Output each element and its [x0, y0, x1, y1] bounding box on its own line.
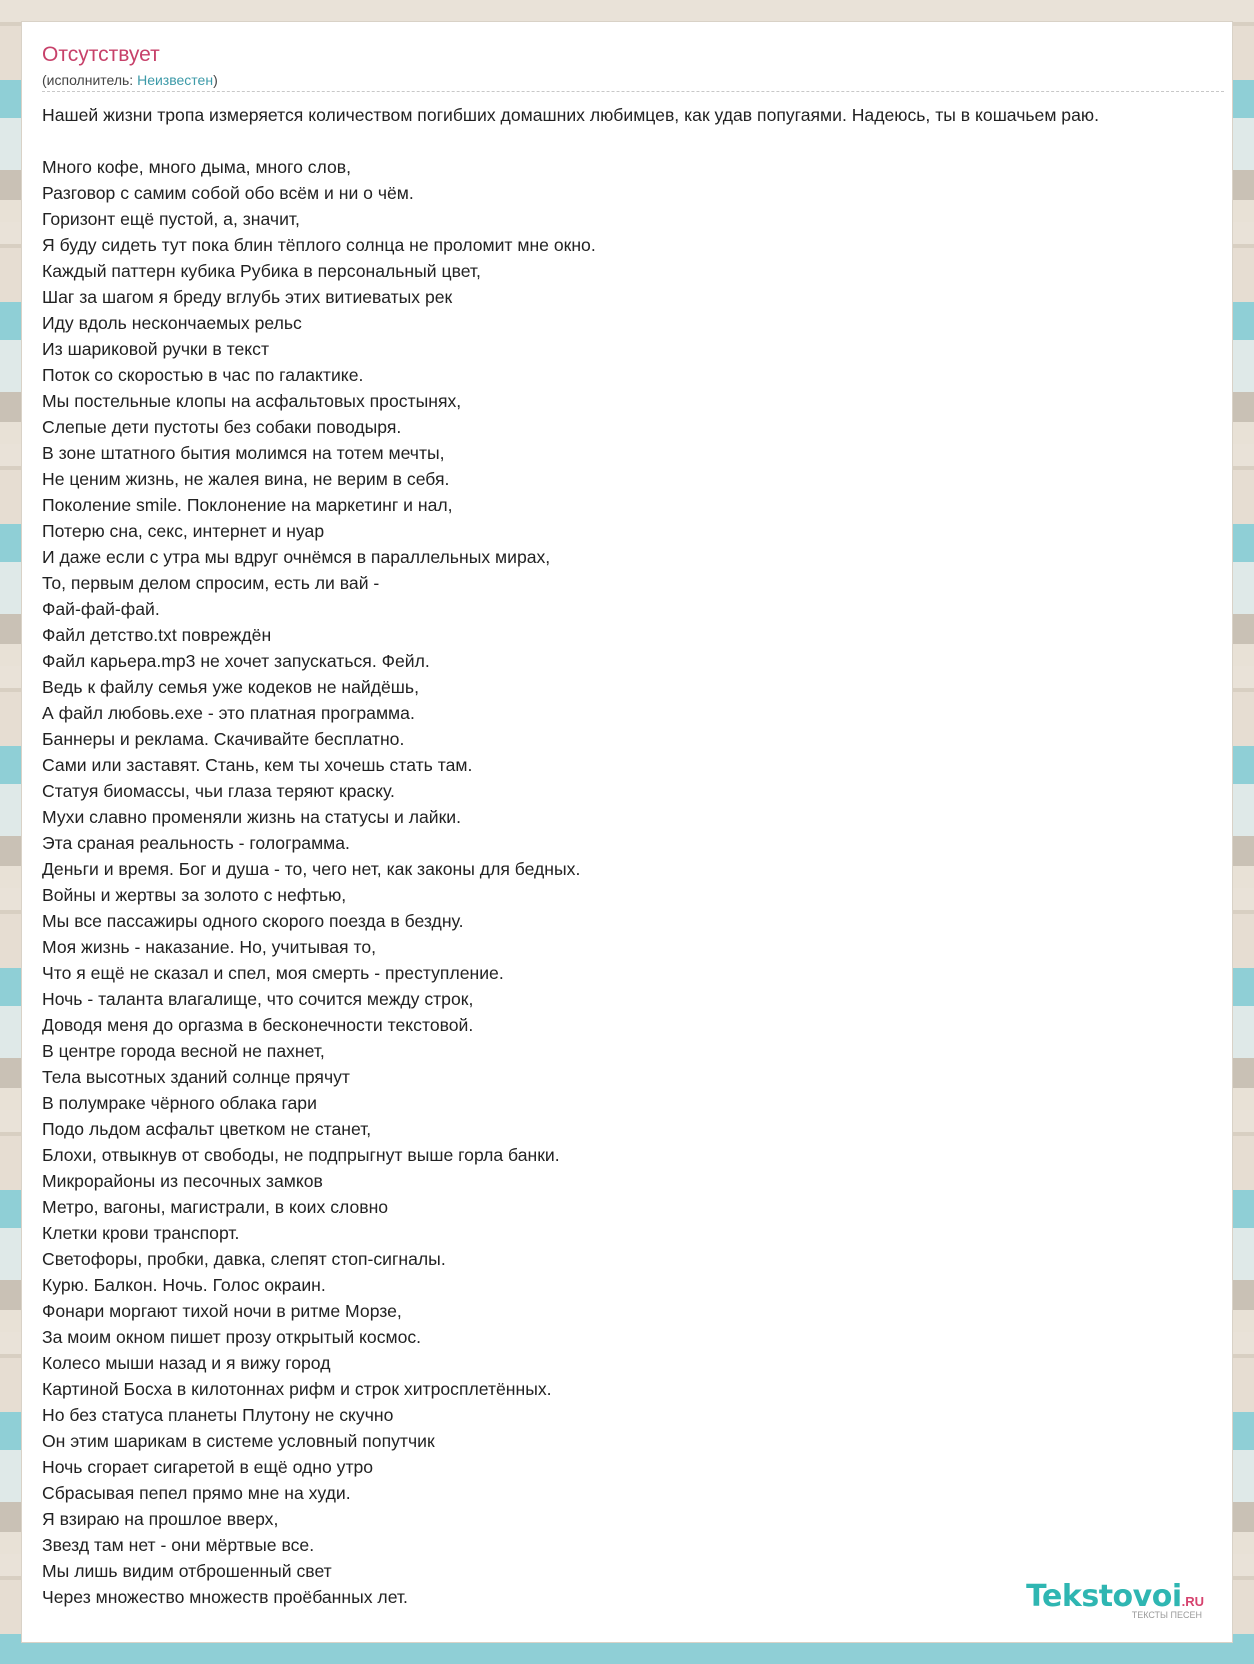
lyrics-line: Но без статуса планеты Плутону не скучно	[42, 1405, 394, 1425]
lyrics-line: Войны и жертвы за золото с нефтью,	[42, 885, 347, 905]
lyrics-line: Картиной Босха в килотоннах рифм и строк хитросплетённых.	[42, 1379, 552, 1399]
lyrics-line: Статуя биомассы, чьи глаза теряют краску.	[42, 781, 395, 801]
lyrics-line: Метро, вагоны, магистрали, в коих словно	[42, 1197, 389, 1217]
logo-subtitle: ТЕКСТЫ ПЕСЕН	[1131, 1610, 1202, 1620]
lyrics-line: То, первым делом спросим, есть ли вай -	[42, 573, 380, 593]
lyrics-line: Поколение smile. Поклонение на маркетинг и нал,	[42, 495, 453, 515]
lyrics-line: Разговор с самим собой обо всём и ни о чём.	[42, 183, 414, 203]
lyrics-line: Доводя меня до оргазма в бесконечности текстовой.	[42, 1015, 474, 1035]
lyrics-line: В центре города весной не пахнет,	[42, 1041, 325, 1061]
lyrics-line: Он этим шарикам в системе условный попутчик	[42, 1431, 435, 1451]
lyrics-line: Фонари моргают тихой ночи в ритме Морзе,	[42, 1301, 402, 1321]
lyrics-line: Я взираю на прошлое вверх,	[42, 1509, 279, 1529]
lyrics-line: Горизонт ещё пустой, а, значит,	[42, 209, 300, 229]
lyrics-line: Моя жизнь - наказание. Но, учитывая то,	[42, 937, 377, 957]
lyrics-text	[42, 102, 1232, 1610]
lyrics-intro: Нашей жизни тропа измеряется количеством погибших домашних любимцев, как удав попугаями. Надеюсь, ты в кошачьем раю.	[42, 105, 1099, 125]
lyrics-line: Мы постельные клопы на асфальтовых простынях,	[42, 391, 462, 411]
header-divider	[42, 91, 1224, 92]
lyrics-line: Поток со скоростью в час по галактике.	[42, 365, 364, 385]
lyrics-line: Через множество множеств проёбанных лет.	[42, 1587, 408, 1607]
lyrics-line: Ночь сгорает сигаретой в ещё одно утро	[42, 1457, 374, 1477]
lyrics-line: Слепые дети пустоты без собаки поводыря.	[42, 417, 402, 437]
site-logo[interactable]	[1026, 1579, 1204, 1620]
performer-line	[42, 72, 218, 88]
lyrics-line: Сами или заставят. Стань, кем ты хочешь стать там.	[42, 755, 473, 775]
lyrics-line: Деньги и время. Бог и душа - то, чего нет, как законы для бедных.	[42, 859, 581, 879]
lyrics-line: Блохи, отвыкнув от свободы, не подпрыгнут выше горла банки.	[42, 1145, 560, 1165]
lyrics-line: Сбрасывая пепел прямо мне на худи.	[42, 1483, 351, 1503]
lyrics-line: Шаг за шагом я бреду вглубь этих витиеватых рек	[42, 287, 453, 307]
lyrics-line: Клетки крови транспорт.	[42, 1223, 240, 1243]
lyrics-card	[22, 22, 1232, 1642]
lyrics-line: Эта сраная реальность - голограмма.	[42, 833, 350, 853]
lyrics-line: Потерю сна, секс, интернет и нуар	[42, 521, 325, 541]
lyrics-line: Светофоры, пробки, давка, слепят стоп-сигналы.	[42, 1249, 446, 1269]
lyrics-line: За моим окном пишет прозу открытый космос.	[42, 1327, 422, 1347]
lyrics-line: Не ценим жизнь, не жалея вина, не верим в себя.	[42, 469, 450, 489]
lyrics-line: Файл карьера.mp3 не хочет запускаться. Фейл.	[42, 651, 430, 671]
performer-link[interactable]: Неизвестен	[137, 72, 214, 88]
lyrics-line: Тела высотных зданий солнце прячут	[42, 1067, 350, 1087]
lyrics-line: Подо льдом асфальт цветком не станет,	[42, 1119, 372, 1139]
logo-tld: .RU	[1181, 1594, 1204, 1609]
lyrics-line: Я буду сидеть тут пока блин тёплого солнца не проломит мне окно.	[42, 235, 596, 255]
lyrics-line: Звезд там нет - они мёртвые все.	[42, 1535, 315, 1555]
lyrics-line: В зоне штатного бытия молимся на тотем мечты,	[42, 443, 445, 463]
lyrics-line: Что я ещё не сказал и спел, моя смерть - преступление.	[42, 963, 504, 983]
lyrics-line: Ведь к файлу семья уже кодеков не найдёшь,	[42, 677, 419, 697]
performer-suffix: )	[213, 72, 218, 88]
lyrics-line: Много кофе, много дыма, много слов,	[42, 157, 352, 177]
lyrics-line: Каждый паттерн кубика Рубика в персональный цвет,	[42, 261, 481, 281]
lyrics-line: Мухи славно променяли жизнь на статусы и лайки.	[42, 807, 462, 827]
lyrics-line: Колесо мыши назад и я вижу город	[42, 1353, 331, 1373]
lyrics-line: Из шариковой ручки в текст	[42, 339, 270, 359]
logo-name: Tekstovoi	[1026, 1579, 1182, 1614]
lyrics-line: Файл детство.txt повреждён	[42, 625, 272, 645]
performer-prefix: (исполнитель:	[42, 72, 138, 88]
lyrics-line: Ночь - таланта влагалище, что сочится между строк,	[42, 989, 474, 1009]
lyrics-line: Мы все пассажиры одного скорого поезда в бездну.	[42, 911, 464, 931]
lyrics-line: А файл любовь.exe - это платная программа.	[42, 703, 415, 723]
lyrics-line: И даже если с утра мы вдруг очнёмся в параллельных мирах,	[42, 547, 551, 567]
lyrics-line: Мы лишь видим отброшенный свет	[42, 1561, 332, 1581]
song-title: Отсутствует	[42, 43, 160, 66]
lyrics-lines	[42, 154, 1232, 1610]
lyrics-line: Баннеры и реклама. Скачивайте бесплатно.	[42, 729, 405, 749]
lyrics-line: В полумраке чёрного облака гари	[42, 1093, 317, 1113]
lyrics-line: Микрорайоны из песочных замков	[42, 1171, 323, 1191]
lyrics-line: Фай-фай-фай.	[42, 599, 160, 619]
lyrics-line: Иду вдоль нескончаемых рельс	[42, 313, 302, 333]
lyrics-line: Курю. Балкон. Ночь. Голос окраин.	[42, 1275, 326, 1295]
